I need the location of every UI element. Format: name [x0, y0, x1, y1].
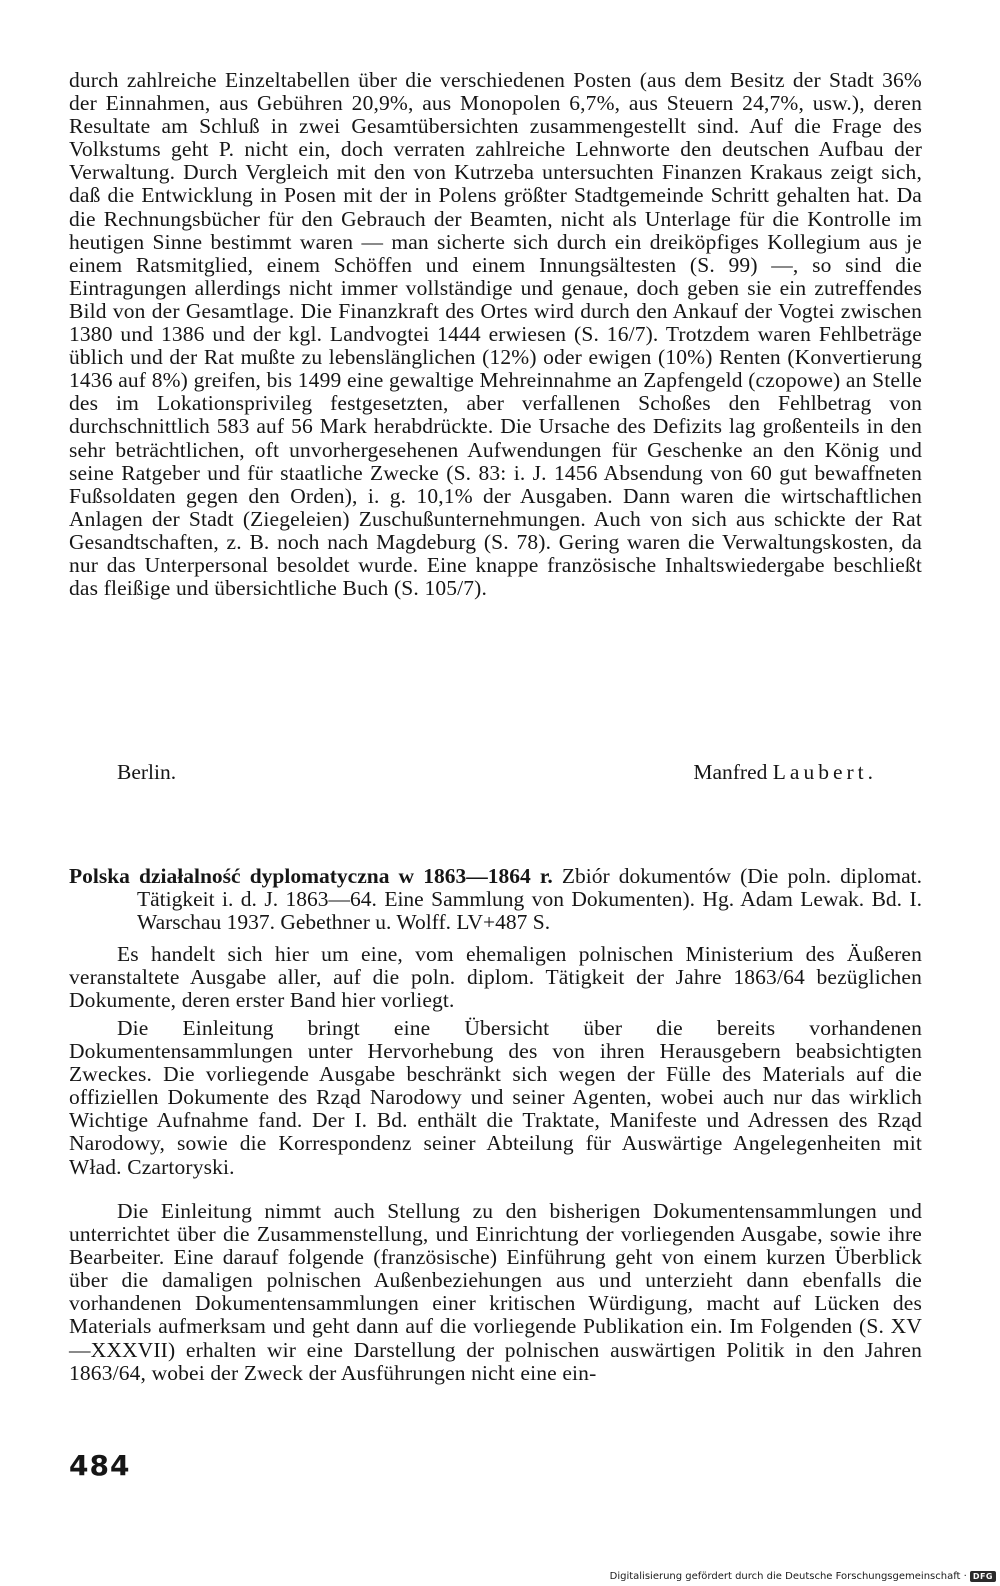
- citation-title: Polska działalność dyplomatyczna w 1863—1864 r.: [69, 863, 553, 888]
- signature-place: Berlin.: [117, 760, 177, 784]
- review-paragraph-introduction: Die Einleitung bringt eine Übersicht über die bereits vorhandenen Dokumentensammlungen unter Hervorhebung des von ihren Herausgebern beabsichtigten Zweckes. Die vorliegende Ausgabe beschränkt sich wegen der Fülle des Materials auf die offiziellen Dokumente des Rząd Narodowy und seiner Agenten, wobei auch nur das wirklich Wichtige Aufnahme fand. Der I. Bd. enthält die Traktate, Manifeste und Adressen des Rząd Narodowy, sowie die Korrespondenz seiner Abteilung für Auswärtige Angelegenheiten mit Wład. Czartoryski.: [69, 1016, 922, 1179]
- page-number: 484: [69, 1449, 131, 1482]
- review-paragraph-intro: Es handelt sich hier um eine, vom ehemaligen polnischen Ministerium des Äußeren veranstaltete Ausgabe aller, auf die poln. diplom. Tätigkeit der Jahre 1863/64 bezüglichen Dokumente, deren erster Band hier vorliegt.: [69, 942, 922, 1013]
- signature-first-name: Manfred: [693, 760, 768, 784]
- review-paragraph-details: Die Einleitung nimmt auch Stellung zu den bisherigen Dokumentensammlungen und unterrichtet über die Zusammenstellung, und Einrichtung der vorliegenden Ausgabe, sowie ihre Bearbeiter. Eine darauf folgende (französische) Einführung geht von einem kurzen Überblick über die damaligen polnischen Außenbeziehungen aus und unterzieht dann ebenfalls die vorhandenen Dokumentensammlungen einer kritischen Würdigung, macht auf Lücken des Materials aufmerksam und geht dann auf die vorliegende Publikation ein. Im Folgenden (S. XV—XXXVII) erhalten wir eine Darstellung der polnischen auswärtigen Politik in den Jahren 1863/64, wobei der Zweck der Ausführungen nicht eine ein-: [69, 1199, 922, 1385]
- signature-author: [693, 760, 877, 785]
- dfg-logo: DFG: [970, 1571, 996, 1582]
- review-signature: [117, 760, 877, 786]
- signature-last-name: Laubert.: [772, 760, 877, 784]
- citation-details: Zbiór dokumentów (Die poln. diplomat. Tätigkeit i. d. J. 1863—64. Eine Sammlung von Dokumenten). Hg. Adam Lewak. Bd. I. Warschau 1937. Gebethner u. Wolff. LV+487 S.: [137, 863, 922, 934]
- book-citation: [69, 865, 922, 934]
- review-paragraph-continued: durch zahlreiche Einzeltabellen über die verschiedenen Posten (aus dem Besitz der Stadt 36% der Einnahmen, aus Gebühren 20,9%, aus Monopolen 6,7%, aus Steuern 24,7%, usw.), deren Resultate am Schluß in zwei Gesamtübersichten zusammengestellt sind. Auf die Frage des Volkstums geht P. nicht ein, doch verraten zahlreiche Lehnworte den deutschen Aufbau der Verwaltung. Durch Vergleich mit den von Kutrzeba untersuchten Finanzen Krakaus zeigt sich, daß die Entwicklung in Posen mit der in Polens größter Stadtgemeinde Schritt gehalten hat. Da die Rechnungsbücher für den Gebrauch der Beamten, nicht als Unterlage für die Kontrolle im heutigen Sinne bestimmt waren — man sicherte sich durch ein dreiköpfiges Kollegium aus je einem Ratsmitglied, einem Schöffen und einem Innungsältesten (S. 99) —, so sind die Eintragungen allerdings nicht immer vollständige und genaue, doch geben sie ein zutreffendes Bild von der Gesamtlage. Die Finanzkraft des Ortes wird durch den Ankauf der Vogtei zwischen 1380 und 1386 und der kgl. Landvogtei 1444 erwiesen (S. 16/7). Trotzdem waren Fehlbeträge üblich und der Rat mußte zu lebenslänglichen (12%) oder ewigen (10%) Renten (Konvertierung 1436 auf 8%) greifen, bis 1499 eine gewaltige Mehreinnahme an Zapfengeld (czopowe) an Stelle des im Lokationsprivileg festgesetzten, aber verfallenen Schoßes den Fehlbetrag von durchschnittlich 583 auf 56 Mark herabdrückte. Die Ursache des Defizits lag großenteils in den sehr beträchtlichen, oft unvorhergesehenen Aufwendungen für Geschenke an den König und seine Ratgeber und für staatliche Zwecke (S. 83: i. J. 1456 Absendung von 60 gut bewaffneten Fußsoldaten gegen den Orden), i. g. 10,1% der Ausgaben. Dann waren die wirtschaftlichen Anlagen der Stadt (Ziegeleien) Zuschußunternehmungen. Auch von sich aus schickte der Rat Gesandtschaften, z. B. noch nach Magdeburg (S. 78). Gering waren die Verwaltungskosten, da nur das Unterpersonal besoldet wurde. Eine knappe französische Inhaltswiedergabe beschließt das fleißige und übersichtliche Buch (S. 105/7).: [69, 68, 922, 601]
- footer-text: Digitalisierung gefördert durch die Deutsche Forschungsgemeinschaft ·: [609, 1571, 967, 1582]
- digitization-footer: [610, 1571, 996, 1582]
